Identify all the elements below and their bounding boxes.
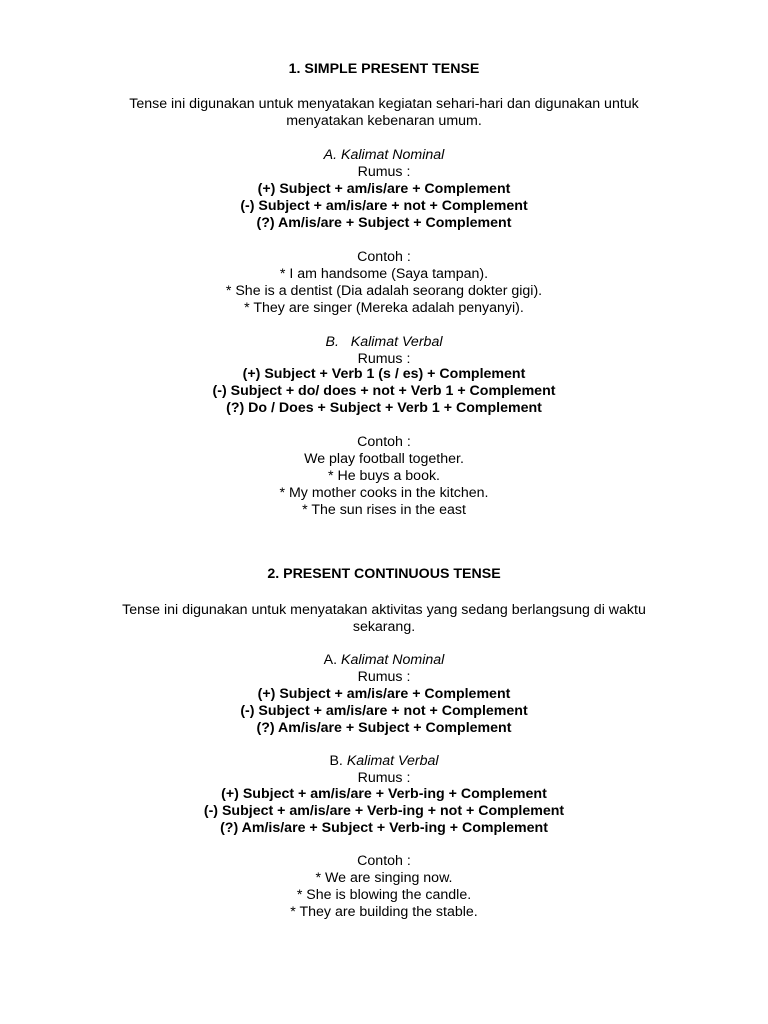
formula-negative: (-) Subject + do/ does + not + Verb 1 + Complement: [212, 383, 556, 399]
example-item: * They are building the stable.: [290, 904, 478, 920]
rumus-label: Rumus :: [357, 770, 411, 786]
example-item: * She is a dentist (Dia adalah seorang dokter gigi).: [225, 283, 543, 299]
rumus-label: Rumus :: [357, 164, 411, 180]
example-item: * She is blowing the candle.: [296, 887, 472, 903]
subsection-heading: [0, 753, 768, 770]
subsection-heading-text: Kalimat Nominal: [341, 652, 445, 668]
intro-text-line: Tense ini digunakan untuk menyatakan kegiatan sehari-hari dan digunakan untuk: [129, 96, 639, 112]
example-item: * My mother cooks in the kitchen.: [279, 485, 489, 501]
section-title: 2. PRESENT CONTINUOUS TENSE: [267, 566, 501, 582]
example-label: Contoh :: [357, 853, 411, 869]
example-item: * I am handsome (Saya tampan).: [279, 266, 489, 282]
subsection-prefix: B.: [325, 334, 351, 350]
example-label: Contoh :: [357, 249, 411, 265]
example-item: We play football together.: [304, 451, 464, 467]
rumus-label: Rumus :: [357, 351, 411, 367]
subsection-heading: [0, 147, 768, 164]
intro-text-line: menyatakan kebenaran umum.: [286, 113, 482, 129]
formula-question: (?) Am/is/are + Subject + Verb-ing + Complement: [220, 820, 548, 836]
subsection-heading: [0, 652, 768, 669]
section-title: 1. SIMPLE PRESENT TENSE: [288, 61, 480, 77]
intro-text-line: sekarang.: [352, 619, 416, 635]
formula-negative: (-) Subject + am/is/are + Verb-ing + not + Complement: [203, 803, 565, 819]
subsection-heading-text: Kalimat Verbal: [350, 334, 443, 350]
example-item: * The sun rises in the east: [302, 502, 466, 518]
subsection-heading: [0, 334, 768, 351]
formula-negative: (-) Subject + am/is/are + not + Complement: [240, 198, 528, 214]
formula-positive: (+) Subject + am/is/are + Complement: [257, 181, 511, 197]
intro-text-line: Tense ini digunakan untuk menyatakan aktivitas yang sedang berlangsung di waktu: [122, 602, 646, 618]
formula-question: (?) Do / Does + Subject + Verb 1 + Complement: [226, 400, 542, 416]
formula-negative: (-) Subject + am/is/are + not + Complement: [240, 703, 528, 719]
rumus-label: Rumus :: [357, 669, 411, 685]
subsection-heading-text: Kalimat Verbal: [346, 753, 439, 769]
example-label: Contoh :: [357, 434, 411, 450]
example-item: * He buys a book.: [328, 468, 440, 484]
formula-positive: (+) Subject + am/is/are + Verb-ing + Complement: [221, 786, 547, 802]
formula-question: (?) Am/is/are + Subject + Complement: [256, 215, 512, 231]
formula-positive: (+) Subject + am/is/are + Complement: [257, 686, 511, 702]
subsection-heading-text: Kalimat Nominal: [341, 147, 445, 163]
formula-positive: (+) Subject + Verb 1 (s / es) + Complement: [242, 366, 526, 382]
formula-question: (?) Am/is/are + Subject + Complement: [256, 720, 512, 736]
subsection-prefix: A.: [323, 147, 342, 163]
example-item: * They are singer (Mereka adalah penyanyi).: [244, 300, 524, 316]
subsection-prefix: A.: [323, 652, 342, 668]
example-item: * We are singing now.: [315, 870, 453, 886]
subsection-prefix: B.: [329, 753, 347, 769]
